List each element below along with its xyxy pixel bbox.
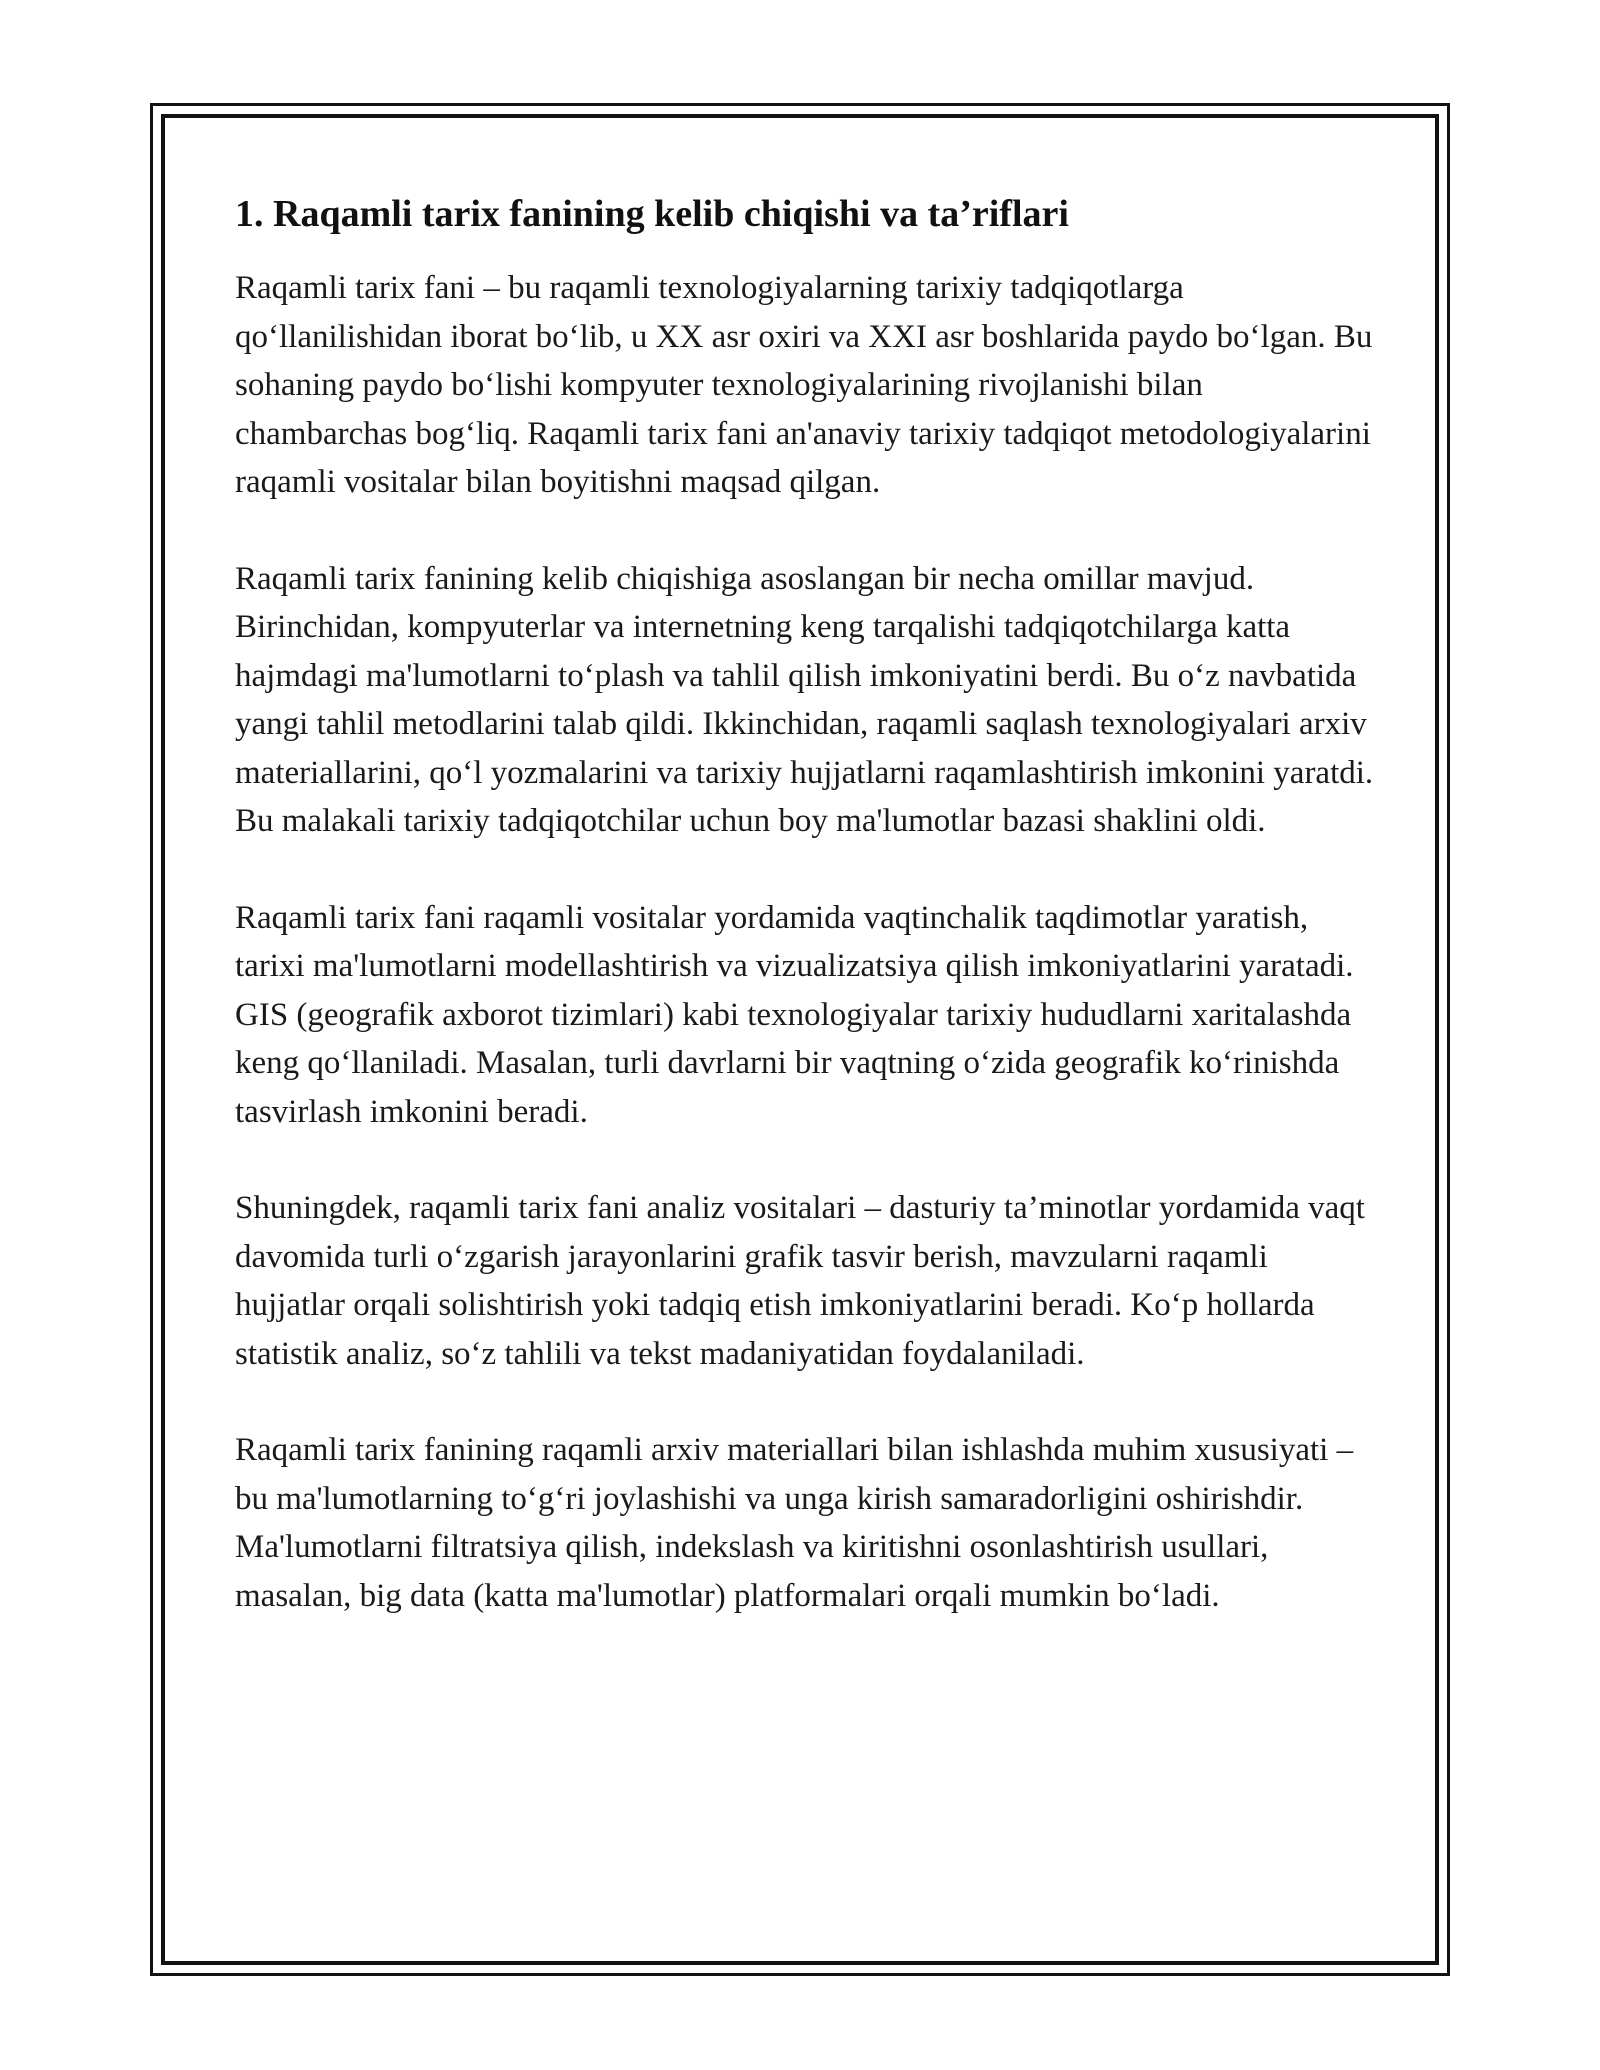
paragraph-1: Raqamli tarix fani – bu raqamli texnologiyalarning tarixiy tadqiqotlarga qo‘llanilishidan iborat bo‘lib, u XX asr oxiri va XXI asr boshlarida paydo bo‘lgan. Bu sohaning paydo bo‘lishi kompyuter texnologiyalarining rivojlanishi bilan chambarchas bog‘liq. Raqamli tarix fani an'anaviy tarixiy tadqiqot metodologiyalarini raqamli vositalar bilan boyitishni maqsad qilgan. bbox=[235, 270, 1373, 500]
document-body bbox=[235, 190, 1375, 1668]
paragraph-2: Raqamli tarix fanining kelib chiqishiga asoslangan bir necha omillar mavjud. Birinchidan, kompyuterlar va internetning keng tarqalishi tadqiqotchilarga katta hajmdagi ma'lumotlarni to‘plash va tahlil qilish imkoniyatini berdi. Bu o‘z navbatida yangi tahlil metodlarini talab qildi. Ikkinchidan, raqamli saqlash texnologiyalari arxiv materiallarini, qo‘l yozmalarini va tarixiy hujjatlarni raqamlashtirish imkonini yaratdi. Bu malakali tarixiy tadqiqotchilar uchun boy ma'lumotlar bazasi shaklini oldi. bbox=[235, 560, 1374, 839]
paragraph-3: Raqamli tarix fani raqamli vositalar yordamida vaqtinchalik taqdimotlar yaratish, tarixi ma'lumotlarni modellashtirish va vizualizatsiya qilish imkoniyatlarini yaratadi. GIS (geografik axborot tizimlari) kabi texnologiyalar tarixiy hududlarni xaritalashda keng qo‘llaniladi. Masalan, turli davrlarni bir vaqtning o‘zida geografik ko‘rinishda tasvirlash imkonini beradi. bbox=[235, 899, 1354, 1130]
paragraph-5: Raqamli tarix fanining raqamli arxiv materiallari bilan ishlashda muhim xususiyati – bu ma'lumotlarning to‘g‘ri joylashishi va unga kirish samaradorligini oshirishdir. Ma'lumotlarni filtratsiya qilish, indekslash va kiritishni osonlashtirish usullari, masalan, big data (katta ma'lumotlar) platformalari orqali mumkin bo‘ladi. bbox=[235, 1432, 1354, 1614]
section-heading: 1. Raqamli tarix fanining kelib chiqishi va ta’riflari bbox=[235, 193, 1069, 235]
paragraph-4: Shuningdek, raqamli tarix fani analiz vositalari – dasturiy ta’minotlar yordamida vaqt davomida turli o‘zgarish jarayonlarini grafik tasvir berish, mavzularni raqamli hujjatlar orqali solishtirish yoki tadqiq etish imkoniyatlarini beradi. Ko‘p hollarda statistik analiz, so‘z tahlili va tekst madaniyatidan foydalaniladi. bbox=[235, 1190, 1365, 1372]
